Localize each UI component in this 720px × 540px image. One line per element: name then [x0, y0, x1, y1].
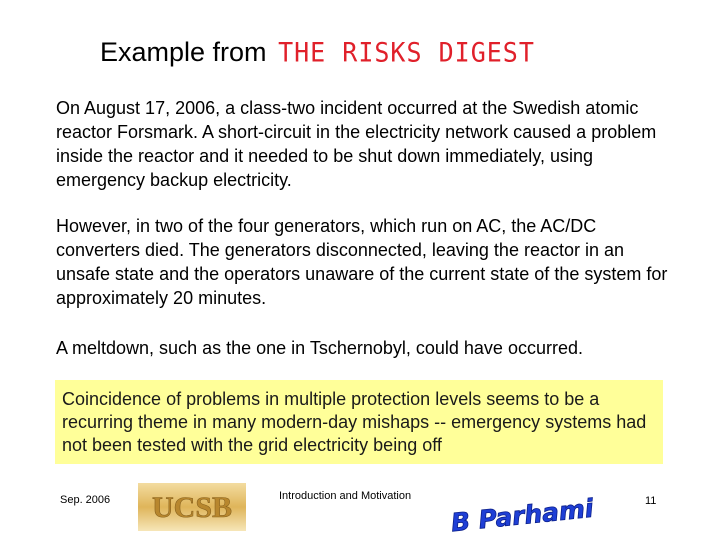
slide-title [100, 34, 535, 71]
svg-text:UCSB: UCSB [151, 491, 233, 524]
highlight-text: Coincidence of problems in multiple protection levels seems to be a recurring theme in many modern-day mishaps -- emergency systems had not been tested with the grid electricity being off [62, 389, 647, 455]
title-prefix: Example from [100, 37, 267, 67]
author-signature [449, 490, 595, 538]
footer-section-title: Introduction and Motivation [279, 490, 412, 502]
paragraph-incident: On August 17, 2006, a class-two incident occurred at the Swedish atomic reactor Forsmark. A short-circuit in the electricity network caused a problem inside the reactor and it needed to be shut down immediately, using emergency backup electricity. [56, 98, 657, 190]
svg-text:B Parhami: B Parhami [449, 493, 595, 538]
highlight-box [55, 380, 663, 464]
ucsb-logo [138, 483, 246, 531]
page-number: 11 [645, 495, 657, 507]
footer-date: Sep. 2006 [60, 494, 111, 506]
paragraph-generators: However, in two of the four generators, which run on AC, the AC/DC converters died. The generators disconnected, leaving the reactor in an unsafe state and the operators unaware of the current state of the system for approximately 20 minutes. [56, 216, 668, 308]
paragraph-meltdown: A meltdown, such as the one in Tschernobyl, could have occurred. [56, 338, 583, 358]
risks-digest-logo: THE RISKS DIGEST [278, 37, 535, 68]
